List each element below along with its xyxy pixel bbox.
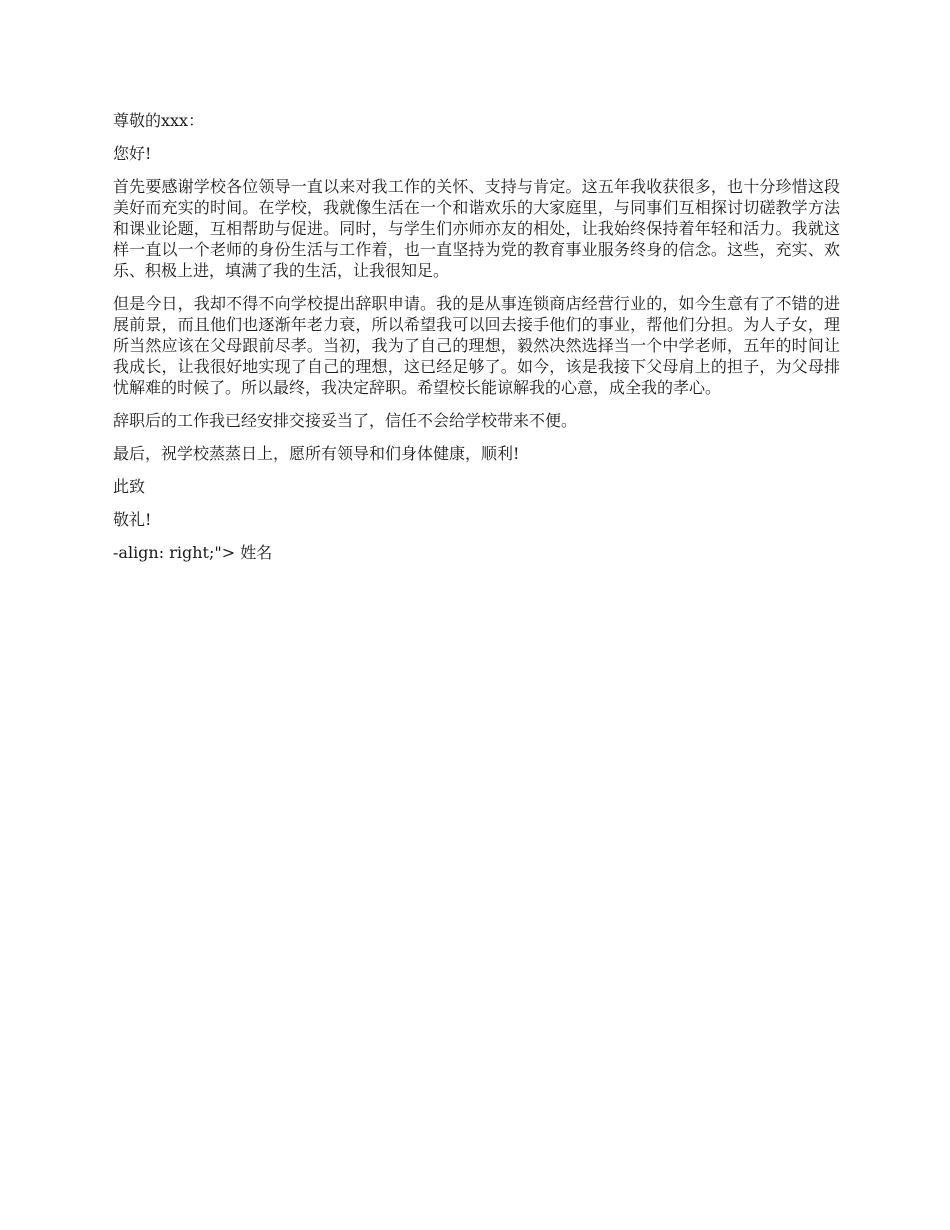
body-paragraph-4: 最后，祝学校蒸蒸日上，愿所有领导和们身体健康，顺利! — [113, 444, 520, 463]
closing-line-1: 此致 — [113, 477, 146, 496]
letter-page — [113, 110, 840, 575]
body-paragraph-2: 但是今日，我却不得不向学校提出辞职申请。我的是从事连锁商店经营行业的，如今生意有了不错的进展前景，而且他们也逐渐年老力衰，所以希望我可以回去接手他们的事业，帮他们分担。为人子女，理所当然应该在父母跟前尽孝。当初，我为了自己的理想，毅然决然选择当一个中学老师，五年的时间让我成长，让我很好地实现了自己的理想，这已经足够了。如今，该是我接下父母肩上的担子，为父母排忧解难的时候了。所以最终，我决定辞职。希望校长能谅解我的心意，成全我的孝心。 — [113, 294, 840, 397]
signature-line: -align: right;"> 姓名 — [113, 543, 273, 562]
closing-line-2: 敬礼! — [113, 510, 152, 529]
salutation: 尊敬的xxx： — [113, 111, 205, 130]
body-paragraph-1: 首先要感谢学校各位领导一直以来对我工作的关怀、支持与肯定。这五年我收获很多，也十分珍惜这段美好而充实的时间。在学校，我就像生活在一个和谐欢乐的大家庭里，与同事们互相探讨切磋教学方法和课业论题，互相帮助与促进。同时，与学生们亦师亦友的相处，让我始终保持着年轻和活力。我就这样一直以一个老师的身份生活与工作着，也一直坚持为党的教育事业服务终身的信念。这些，充实、欢乐、积极上进，填满了我的生活，让我很知足。 — [113, 177, 840, 280]
body-paragraph-3: 辞职后的工作我已经安排交接妥当了，信任不会给学校带来不便。 — [113, 411, 578, 430]
greeting: 您好! — [113, 144, 152, 163]
